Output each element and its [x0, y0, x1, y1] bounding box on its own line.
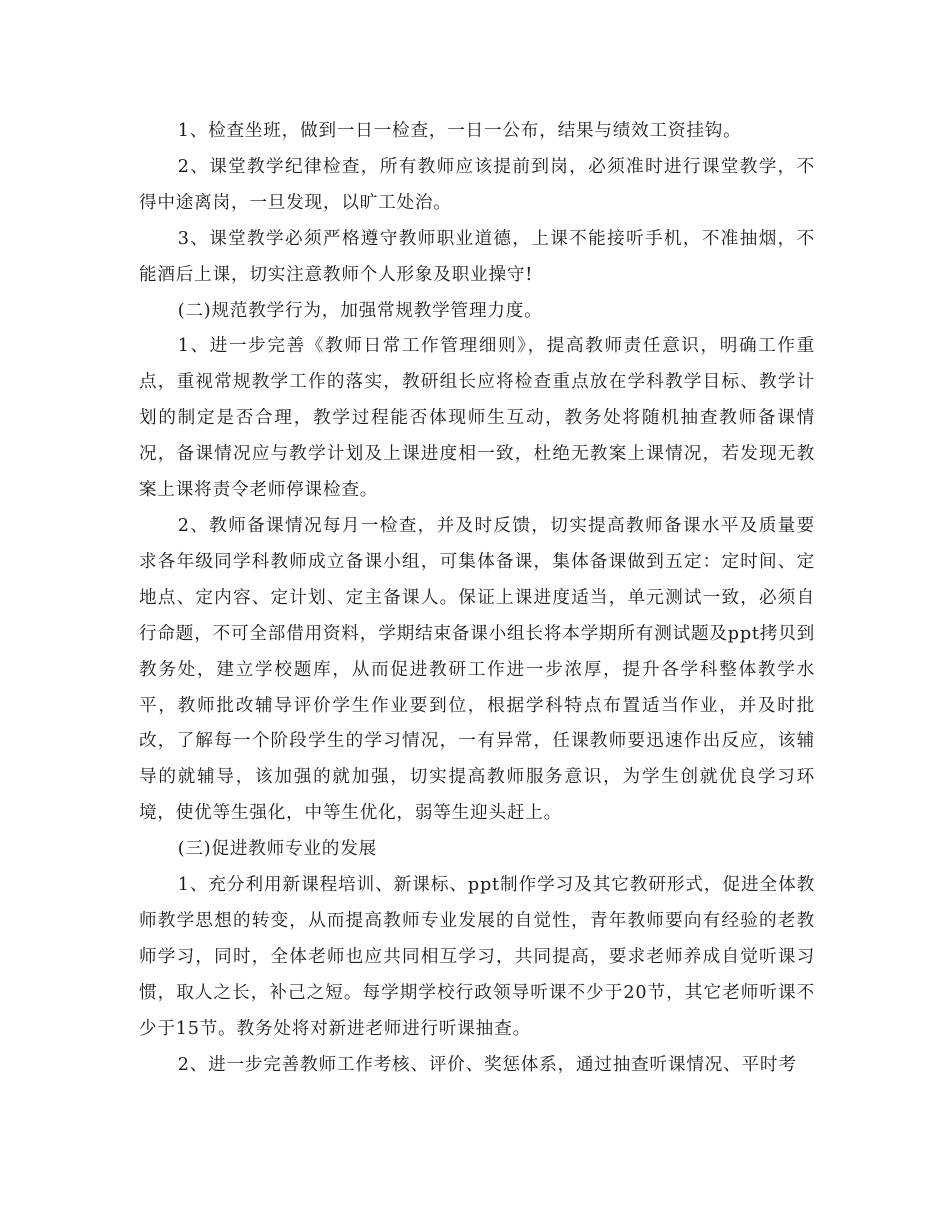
section-heading-2: (二)规范教学行为，加强常规教学管理力度。: [177, 300, 543, 321]
paragraph-classroom-discipline: 2、课堂教学纪律检查，所有教师应该提前到岗，必须准时进行课堂教学，不得中途离岗，一旦发现，以旷工处治。: [139, 156, 815, 213]
section-heading-3: (三)促进教师专业的发展: [177, 839, 377, 860]
paragraph-evaluation: 2、进一步完善教师工作考核、评价、奖惩体系，通过抽查听课情况、平时考: [177, 1054, 797, 1075]
paragraph-professional-ethics: 3、课堂教学必须严格遵守教师职业道德，上课不能接听手机，不准抽烟，不能酒后上课，切实注意教师个人形象及职业操守!: [139, 228, 815, 285]
document-body: [139, 114, 815, 1083]
paragraph-lesson-prep: 2、教师备课情况每月一检查，并及时反馈，切实提高教师备课水平及质量要求各年级同学科教师成立备课小组，可集体备课，集体备课做到五定：定时间、定地点、定内容、定计划、定主备课人。保证上课进度适当，单元测试一致，必须自行命题，不可全部借用资料，学期结束备课小组长将本学期所有测试题及ppt拷贝到教务处，建立学校题库，从而促进教研工作进一步浓厚，提升各学科整体教学水平，教师批改辅导评价学生作业要到位，根据学科特点布置适当作业，并及时批改，了解每一个阶段学生的学习情况，一有异常，任课教师要迅速作出反应，该辅导的就辅导，该加强的就加强，切实提高教师服务意识，为学生创就优良学习环境，使优等生强化，中等生优化，弱等生迎头赶上。: [139, 515, 815, 824]
paragraph-training: 1、充分利用新课程培训、新课标、ppt制作学习及其它教研形式，促进全体教师教学思想的转变，从而提高教师专业发展的自觉性，青年教师要向有经验的老教师学习，同时，全体老师也应共同相互学习，共同提高，要求老师养成自觉听课习惯，取人之长，补己之短。每学期学校行政领导听课不少于20节，其它老师听课不少于15节。教务处将对新进老师进行听课抽查。: [139, 875, 815, 1039]
paragraph-management-rules: 1、进一步完善《教师日常工作管理细则》，提高教师责任意识，明确工作重点，重视常规教学工作的落实，教研组长应将检查重点放在学科教学目标、教学计划的制定是否合理，教学过程能否体现师生互动，教务处将随机抽查教师备课情况，备课情况应与教学计划及上课进度相一致，杜绝无教案上课情况，若发现无教案上课将责令老师停课检查。: [139, 336, 815, 501]
paragraph-check-attendance: 1、检查坐班，做到一日一检查，一日一公布，结果与绩效工资挂钩。: [177, 121, 742, 141]
